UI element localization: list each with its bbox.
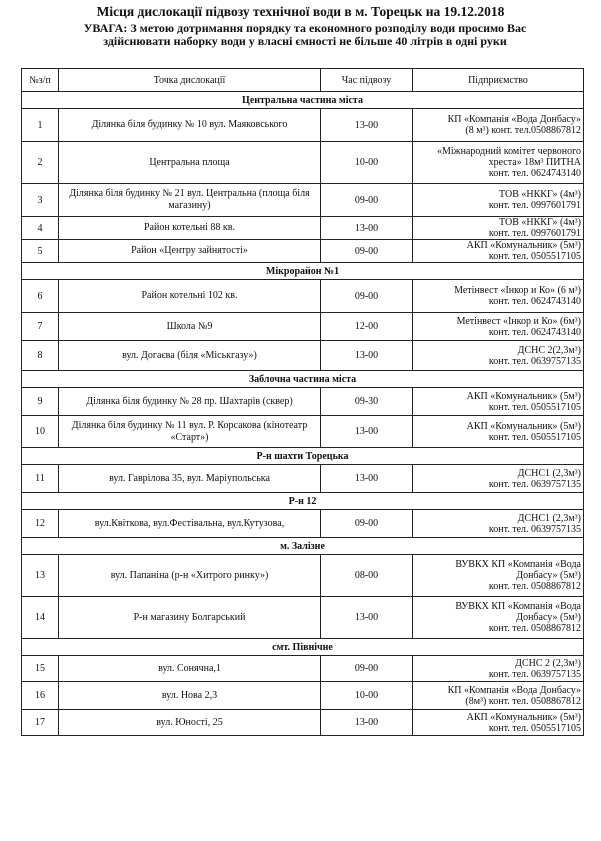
section-title: смт. Північне <box>22 639 584 656</box>
row-location: Район «Центру зайнятості» <box>59 240 321 263</box>
organization-line: ТОВ «НККГ» (4м³) <box>499 189 581 200</box>
row-time: 09-00 <box>321 510 413 538</box>
row-organization <box>413 465 584 493</box>
table-row <box>22 240 584 263</box>
row-organization <box>413 184 584 217</box>
row-time: 13-00 <box>321 109 413 142</box>
organization-line: «Міжнародний комітет червоного <box>437 146 581 157</box>
row-number: 10 <box>22 416 59 448</box>
row-organization <box>413 656 584 682</box>
row-time: 09-00 <box>321 656 413 682</box>
row-organization <box>413 142 584 184</box>
row-location: вул. Нова 2,3 <box>59 682 321 710</box>
row-location: Ділянка біля будинку № 21 вул. Центральна (площа біля магазину) <box>59 184 321 217</box>
table-row <box>22 510 584 538</box>
row-number: 8 <box>22 341 59 371</box>
organization-line: (8 м³) конт. тел.0508867812 <box>465 125 581 136</box>
row-location: Ділянка біля будинку № 28 пр. Шахтарів (сквер) <box>59 388 321 416</box>
organization-line: конт. тел. 0505517105 <box>488 251 581 262</box>
col-header-organization: Підприємство <box>413 69 584 92</box>
table-row <box>22 280 584 313</box>
page-title: Місця дислокації підвозу технічної води в м. Торецьк на 19.12.2018 <box>96 4 505 19</box>
table-row <box>22 142 584 184</box>
organization-line: ДСНС 2 (2,3м³) <box>515 657 581 669</box>
row-organization <box>413 280 584 313</box>
organization-line: АКП «Комунальник» (5м³) <box>466 240 581 251</box>
organization-line: конт. тел. 0997601791 <box>488 200 581 211</box>
organization-line: конт. тел. 0624743140 <box>488 168 581 179</box>
row-location: вул.Квіткова, вул.Фестівальна, вул.Кутузова, <box>59 510 321 538</box>
row-location: Ділянка біля будинку № 11 вул. Р. Корсакова (кінотеатр «Старт») <box>59 416 321 448</box>
section-header-row <box>22 92 584 109</box>
organization-line: конт. тел. 0639757135 <box>488 668 581 680</box>
section-title: Мікрорайон №1 <box>22 263 584 280</box>
table-row <box>22 341 584 371</box>
row-number: 3 <box>22 184 59 217</box>
section-header-row <box>22 639 584 656</box>
row-location: Центральна площа <box>59 142 321 184</box>
organization-line: конт. тел. 0624743140 <box>488 296 581 307</box>
row-number: 11 <box>22 465 59 493</box>
row-organization <box>413 109 584 142</box>
table-row <box>22 710 584 736</box>
table-header-row <box>22 69 584 92</box>
table-row <box>22 217 584 240</box>
row-time: 13-00 <box>321 597 413 639</box>
organization-line: АКП «Комунальник» (5м³) <box>466 711 581 723</box>
schedule-table <box>21 68 584 736</box>
section-title: Центральна частина міста <box>22 92 584 109</box>
organization-line: конт. тел. 0505517105 <box>488 431 581 443</box>
organization-line: конт. тел. 0639757135 <box>488 523 581 535</box>
organization-line: АКП «Комунальник» (5м³) <box>466 390 581 402</box>
section-header-row <box>22 493 584 510</box>
organization-line: конт. тел. 0639757135 <box>488 355 581 367</box>
section-title: Р-н 12 <box>22 493 584 510</box>
row-location: вул. Юності, 25 <box>59 710 321 736</box>
row-location: вул. Сонячна,1 <box>59 656 321 682</box>
row-location: Ділянка біля будинку № 10 вул. Маяковського <box>59 109 321 142</box>
organization-line: Метінвест «Інкор и Ко» (6 м³) <box>454 285 581 296</box>
row-number: 5 <box>22 240 59 263</box>
organization-line: Донбасу» (5м³) <box>516 612 581 623</box>
section-header-row <box>22 448 584 465</box>
row-organization <box>413 240 584 263</box>
organization-line: конт. тел. 0997601791 <box>488 228 581 239</box>
col-header-number: №з/п <box>22 69 59 92</box>
table-row <box>22 597 584 639</box>
row-number: 16 <box>22 682 59 710</box>
organization-line: конт. тел. 0508867812 <box>488 623 581 634</box>
section-title: Заблочна частина міста <box>22 371 584 388</box>
row-time: 13-00 <box>321 217 413 240</box>
organization-line: ВУВКХ КП «Компанія «Вода <box>455 559 581 570</box>
row-number: 1 <box>22 109 59 142</box>
row-time: 09-30 <box>321 388 413 416</box>
row-organization <box>413 710 584 736</box>
row-location: вул. Гаврілова 35, вул. Маріупольська <box>59 465 321 493</box>
row-time: 13-00 <box>321 465 413 493</box>
organization-line: конт. тел. 0639757135 <box>488 478 581 490</box>
row-organization <box>413 682 584 710</box>
section-header-row <box>22 371 584 388</box>
row-location: Школа №9 <box>59 313 321 341</box>
row-time: 09-00 <box>321 184 413 217</box>
section-header-row <box>22 538 584 555</box>
col-header-location: Точка дислокації <box>59 69 321 92</box>
organization-line: АКП «Комунальник» (5м³) <box>466 420 581 432</box>
row-time: 13-00 <box>321 341 413 371</box>
row-time: 13-00 <box>321 416 413 448</box>
row-number: 6 <box>22 280 59 313</box>
row-organization <box>413 510 584 538</box>
table-row <box>22 416 584 448</box>
row-number: 17 <box>22 710 59 736</box>
row-location: Район котельні 102 кв. <box>59 280 321 313</box>
organization-line: КП «Компанія «Вода Донбасу» <box>447 684 581 696</box>
table-row <box>22 656 584 682</box>
row-time: 09-00 <box>321 280 413 313</box>
row-time: 10-00 <box>321 142 413 184</box>
organization-line: Донбасу» (5м³) <box>516 570 581 581</box>
section-title: м. Залізне <box>22 538 584 555</box>
row-number: 13 <box>22 555 59 597</box>
table-row <box>22 184 584 217</box>
organization-line: Метінвест «Інкор и Ко» (6м³) <box>456 315 581 327</box>
organization-line: ДСНС1 (2,3м³) <box>517 512 581 524</box>
row-time: 10-00 <box>321 682 413 710</box>
organization-line: конт. тел. 0624743140 <box>488 326 581 338</box>
organization-line: конт. тел. 0505517105 <box>488 722 581 734</box>
row-number: 2 <box>22 142 59 184</box>
table-row <box>22 555 584 597</box>
row-number: 4 <box>22 217 59 240</box>
table-body <box>22 92 584 736</box>
organization-line: ТОВ «НККГ» (4м³) <box>499 217 581 228</box>
notice-text: УВАГА: З метою дотримання порядку та економного розподілу води просимо Вас здійснювати наборку води у власні ємності не більше 40 літрів в одні руки <box>83 21 527 48</box>
row-organization <box>413 313 584 341</box>
row-location: Район котельні 88 кв. <box>59 217 321 240</box>
row-time: 08-00 <box>321 555 413 597</box>
organization-line: хреста» 18м³ ПИТНА <box>488 157 581 168</box>
row-organization <box>413 416 584 448</box>
row-number: 12 <box>22 510 59 538</box>
row-number: 9 <box>22 388 59 416</box>
row-number: 15 <box>22 656 59 682</box>
table-row <box>22 109 584 142</box>
organization-line: ВУВКХ КП «Компанія «Вода <box>455 601 581 612</box>
row-location: Р-н магазину Болгарський <box>59 597 321 639</box>
row-time: 09-00 <box>321 240 413 263</box>
organization-line: КП «Компанія «Вода Донбасу» <box>447 114 581 125</box>
col-header-time: Час підвозу <box>321 69 413 92</box>
organization-line: ДСНС 2(2,3м³) <box>517 344 581 356</box>
row-location: вул. Папаніна (р-н «Хитрого ринку») <box>59 555 321 597</box>
row-location: вул. Догаєва (біля «Міськгазу») <box>59 341 321 371</box>
table-row <box>22 682 584 710</box>
row-organization <box>413 217 584 240</box>
table-row <box>22 388 584 416</box>
row-number: 14 <box>22 597 59 639</box>
organization-line: (8м³) конт. тел. 0508867812 <box>465 695 581 707</box>
row-organization <box>413 555 584 597</box>
table-row <box>22 313 584 341</box>
table-row <box>22 465 584 493</box>
row-number: 7 <box>22 313 59 341</box>
section-title: Р-н шахти Торецька <box>22 448 584 465</box>
row-time: 13-00 <box>321 710 413 736</box>
organization-line: ДСНС1 (2,3м³) <box>517 467 581 479</box>
row-organization <box>413 388 584 416</box>
section-header-row <box>22 263 584 280</box>
organization-line: конт. тел. 0505517105 <box>488 401 581 413</box>
organization-line: конт. тел. 0508867812 <box>488 581 581 592</box>
row-time: 12-00 <box>321 313 413 341</box>
row-organization <box>413 597 584 639</box>
row-organization <box>413 341 584 371</box>
